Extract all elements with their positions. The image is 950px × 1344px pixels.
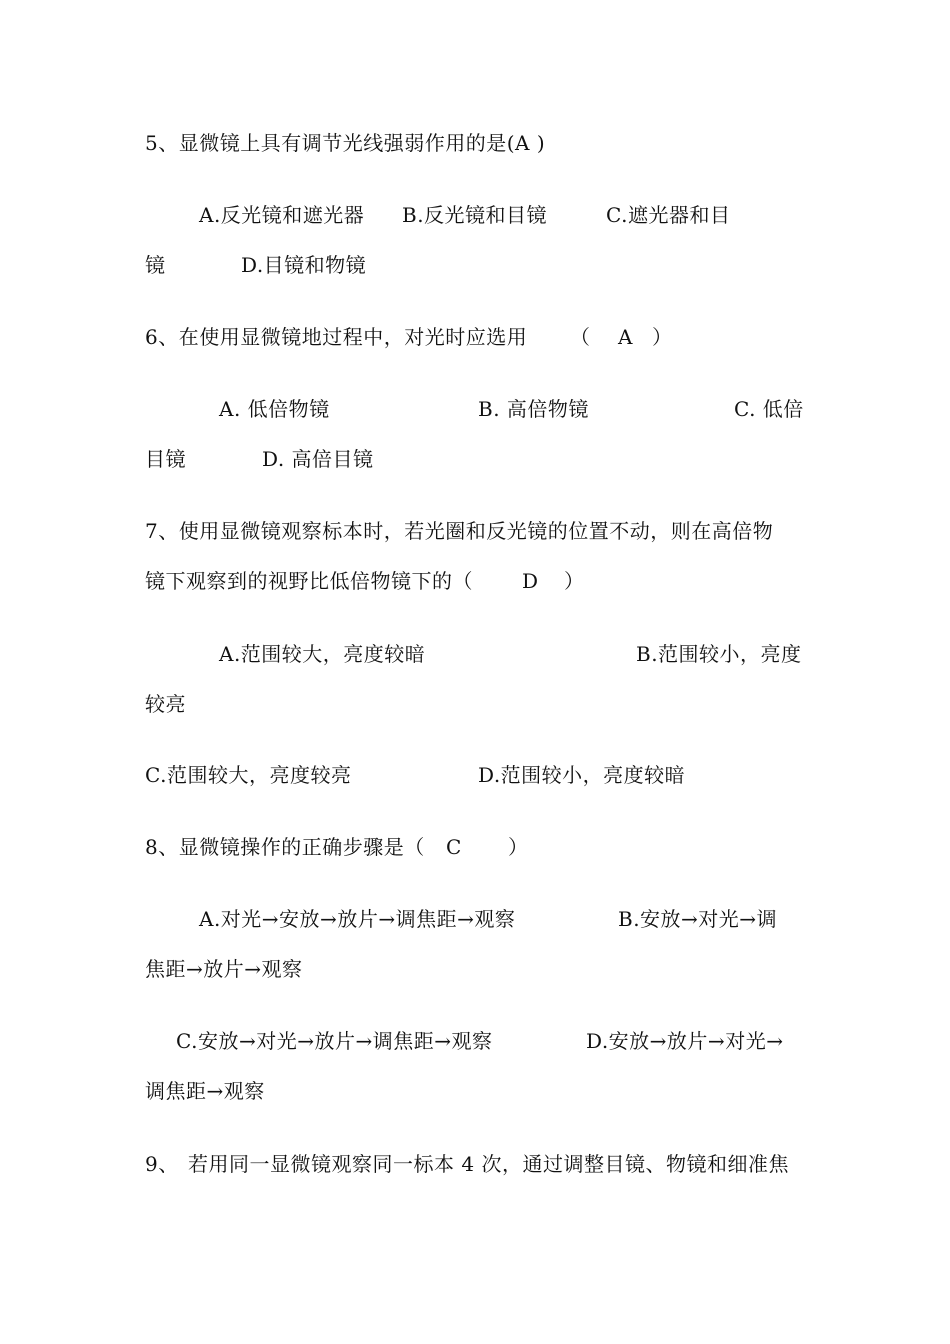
question-7-option-b: B.范围较小，亮度 [636,642,802,666]
question-7-close-paren: ） [564,569,585,593]
question-5-option-d: D.目镜和物镜 [241,253,367,277]
question-6-open-paren: （ [570,325,591,349]
question-6-option-c: C. 低倍 [734,397,804,421]
question-8-stem: 8、显微镜操作的正确步骤是（ [145,835,425,859]
question-6-answer: A [618,325,633,349]
question-7-option-a: A.范围较大，亮度较暗 [219,642,426,666]
question-8-option-a: A.对光→安放→放片→调焦距→观察 [199,907,516,931]
question-6-stem: 6、在使用显微镜地过程中，对光时应选用 [145,325,528,349]
question-5-stem: 5、显微镜上具有调节光线强弱作用的是(A ) [145,131,546,155]
question-7-stem-line-1: 7、使用显微镜观察标本时，若光圈和反光镜的位置不动，则在高倍物 [145,519,774,543]
question-8-close-paren: ） [508,835,529,859]
question-8-answer: C [446,835,462,859]
question-8-option-d: D.安放→放片→对光→ [586,1029,784,1053]
question-7-option-b-cont: 较亮 [145,692,186,716]
question-5-option-c-cont: 镜 [145,253,166,277]
question-6-option-c-cont: 目镜 [145,447,186,471]
question-6-option-b: B. 高倍物镜 [478,397,589,421]
question-5-option-c: C.遮光器和目 [606,203,731,227]
question-7-option-c: C.范围较大，亮度较亮 [145,763,352,787]
question-5-option-a: A.反光镜和遮光器 [199,203,365,227]
question-8-option-d-cont: 调焦距→观察 [145,1079,265,1103]
question-7-stem-line-2: 镜下观察到的视野比低倍物镜下的（ [145,569,473,593]
question-8-option-c: C.安放→对光→放片→调焦距→观察 [176,1029,493,1053]
question-9-stem: 若用同一显微镜观察同一标本 4 次，通过调整目镜、物镜和细准焦 [188,1152,789,1176]
question-6-option-a: A. 低倍物镜 [219,397,330,421]
question-5-option-b: B.反光镜和目镜 [402,203,548,227]
question-8-option-b: B.安放→对光→调 [618,907,778,931]
question-6-close-paren: ） [652,325,673,349]
question-9-number: 9、 [145,1152,179,1176]
question-6-option-d: D. 高倍目镜 [262,447,374,471]
question-8-option-b-cont: 焦距→放片→观察 [145,957,303,981]
question-7-option-d: D.范围较小，亮度较暗 [478,763,686,787]
question-7-answer: D [522,569,539,593]
